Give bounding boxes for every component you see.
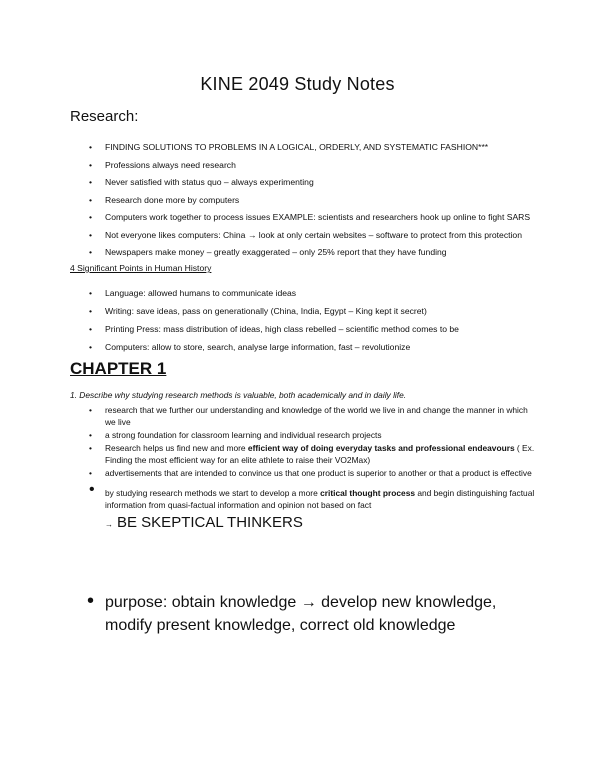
history-list <box>105 285 535 357</box>
purpose-list <box>105 591 525 637</box>
list-item: • Writing: save ideas, pass on generationally (China, India, Egypt – King kept it secret) <box>105 303 535 320</box>
list-item: • Professions always need research <box>105 157 535 174</box>
item-text: research that we further our understanding and knowledge of the world we live in and change the manner in which we live <box>105 405 528 428</box>
list-item <box>105 487 535 533</box>
list-item <box>105 404 535 428</box>
chapter-heading: CHAPTER 1 <box>70 359 167 378</box>
arrow-icon: → <box>105 520 113 530</box>
list-item: • Research done more by computers <box>105 192 535 209</box>
list-item: • Not everyone likes computers: China → look at only certain websites – software to protect from this protection <box>105 227 535 244</box>
list-item: • Language: allowed humans to communicate ideas <box>105 285 535 302</box>
page-title: KINE 2049 Study Notes <box>200 74 395 94</box>
item-text: a strong foundation for classroom learning and individual research projects <box>105 430 382 440</box>
research-heading: Research: <box>70 108 139 125</box>
list-item <box>105 429 535 441</box>
list-item: • purpose: obtain knowledge → develop new knowledge, modify present knowledge, correct old knowledge <box>105 591 525 637</box>
skeptical-text: BE SKEPTICAL THINKERS <box>117 514 303 532</box>
item-emphasis: critical thought process <box>320 488 416 498</box>
item-text: and begin distinguishing factual information from quasi-factual information and opinion not based on fact <box>105 488 535 511</box>
history-heading: 4 Significant Points in Human History <box>70 263 212 273</box>
skeptical-line <box>105 514 535 533</box>
list-item: • FINDING SOLUTIONS TO PROBLEMS IN A LOGICAL, ORDERLY, AND SYSTEMATIC FASHION*** <box>105 139 535 156</box>
list-item <box>105 467 535 479</box>
list-item: • Newspapers make money – greatly exaggerated – only 25% report that they have funding <box>105 244 535 261</box>
list-item: • Computers work together to process issues EXAMPLE: scientists and researchers hook up online to fight SARS <box>105 209 535 226</box>
list-item: • Computers: allow to store, search, analyse large information, fast – revolutionize <box>105 339 535 356</box>
list-item <box>105 442 535 466</box>
chapter-list <box>105 404 535 534</box>
item-text: Research helps us find new and more <box>105 442 248 453</box>
item-emphasis: efficient way of doing everyday tasks and professional endeavours <box>247 442 515 453</box>
research-list <box>105 139 535 262</box>
list-item: • Never satisfied with status quo – always experimenting <box>105 174 535 191</box>
item-text: by studying research methods we start to develop a more <box>105 488 321 498</box>
item-text: ( Ex. Finding the most efficient way for an elite athlete to raise their VO2Max) <box>105 442 535 465</box>
question-text: 1. Describe why studying research methods is valuable, both academically and in daily life. <box>70 390 407 400</box>
item-text: advertisements that are intended to convince us that one product is superior to another or that a product is effective <box>105 467 532 478</box>
list-item: • Printing Press: mass distribution of ideas, high class rebelled – scientific method comes to be <box>105 321 535 338</box>
